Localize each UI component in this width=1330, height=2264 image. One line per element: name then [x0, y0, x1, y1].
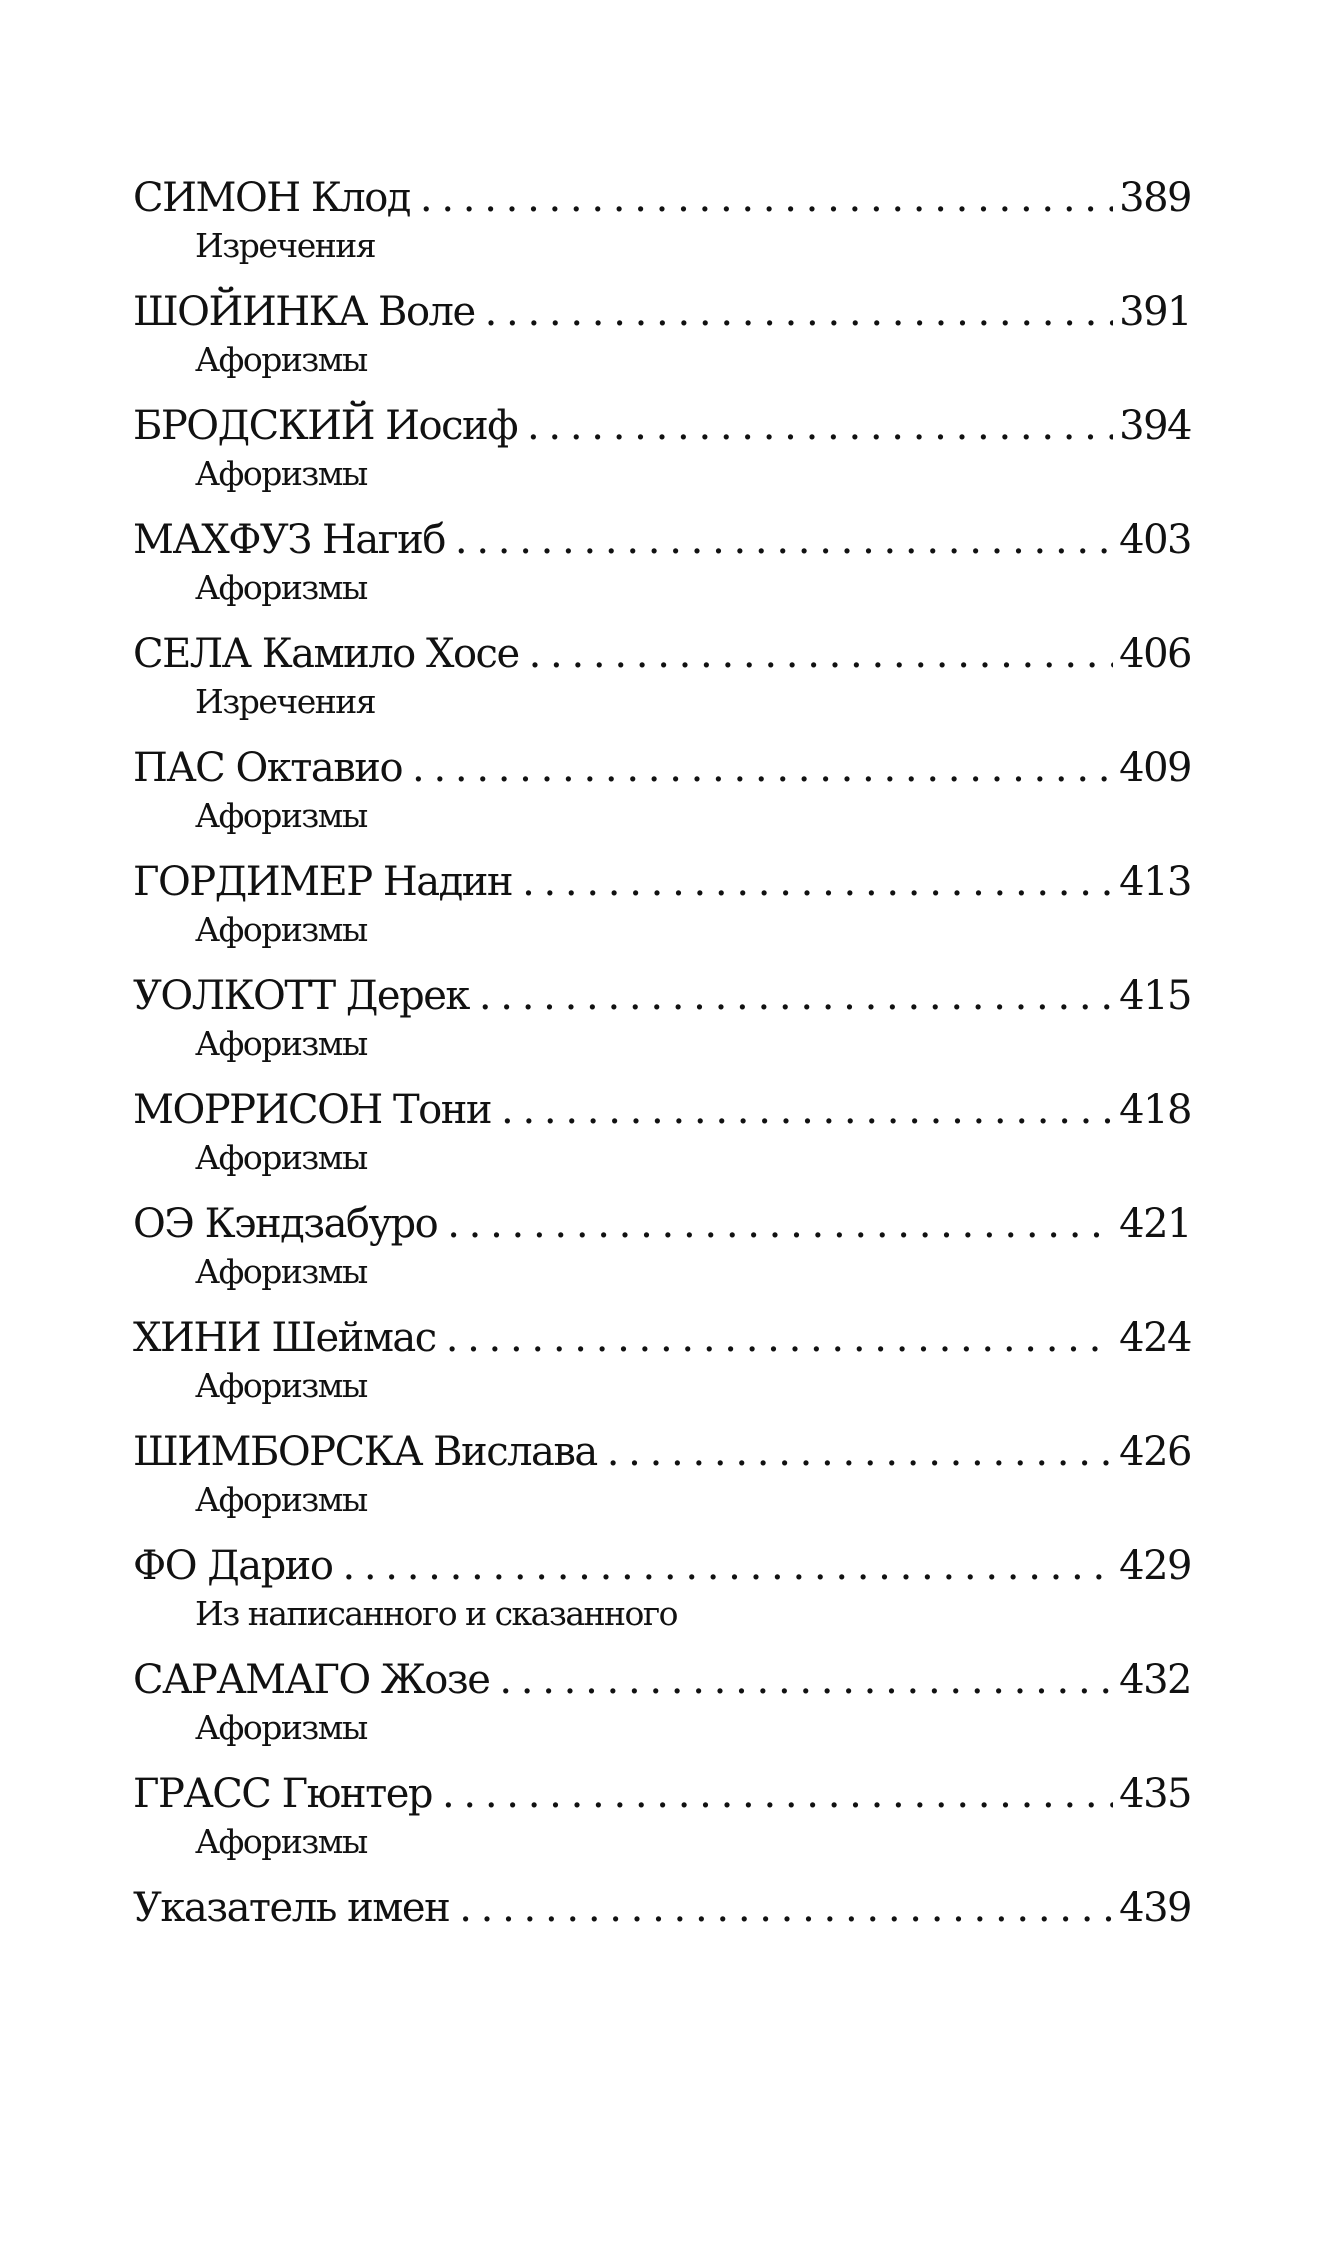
toc-entry [133, 1768, 1191, 1882]
dot-leader [499, 1654, 1113, 1706]
dot-leader [529, 628, 1114, 680]
toc-entry-author: ШИМБОРСКА Вислава [133, 1429, 597, 1475]
toc-entry-page: 432 [1119, 1657, 1191, 1703]
toc-entry-line [133, 628, 1191, 680]
toc-entry-author: ОЭ Кэндзабуро [133, 1201, 438, 1247]
toc-entry-page: 409 [1119, 745, 1191, 791]
toc-entry-subtitle: Афоризмы [195, 1480, 367, 1519]
toc-entry [133, 1312, 1191, 1426]
toc-entry [133, 1654, 1191, 1768]
toc-entry-subtitle: Афоризмы [195, 910, 367, 949]
toc-entry-author: ПАС Октавио [133, 745, 403, 791]
toc-entry-line [133, 1768, 1191, 1820]
toc-entry-subtitle: Афоризмы [195, 454, 367, 493]
toc-entry [133, 286, 1191, 400]
toc-entry-subtitle: Афоризмы [195, 1024, 367, 1063]
toc-entry-page: 403 [1119, 517, 1191, 563]
table-of-contents [133, 172, 1191, 1996]
toc-entry-line [133, 1882, 1191, 1934]
dot-leader [455, 514, 1113, 566]
toc-entry-subtitle: Афоризмы [195, 1708, 367, 1747]
toc-entry-page: 435 [1119, 1771, 1191, 1817]
toc-entry [133, 1084, 1191, 1198]
toc-entry [133, 628, 1191, 742]
toc-entry-page: 394 [1119, 403, 1191, 449]
toc-entry-author: САРАМАГО Жозе [133, 1657, 490, 1703]
toc-entry-page: 439 [1119, 1885, 1191, 1931]
toc-entry-line [133, 1198, 1191, 1250]
toc-entry-line [133, 1426, 1191, 1478]
toc-entry-subtitle: Афоризмы [195, 568, 367, 607]
dot-leader [485, 286, 1114, 338]
toc-entry-subtitle: Афоризмы [195, 1366, 367, 1405]
toc-entry-page: 413 [1119, 859, 1191, 905]
dot-leader [501, 1084, 1113, 1136]
dot-leader [447, 1198, 1113, 1250]
toc-entry [133, 742, 1191, 856]
toc-entry [133, 856, 1191, 970]
toc-entry-page: 429 [1119, 1543, 1191, 1589]
toc-entry [133, 1198, 1191, 1312]
toc-entry-line [133, 1084, 1191, 1136]
toc-entry-line [133, 970, 1191, 1022]
toc-entry-line [133, 172, 1191, 224]
toc-entry [133, 400, 1191, 514]
toc-entry-subtitle: Афоризмы [195, 1822, 367, 1861]
toc-entry-line [133, 856, 1191, 908]
toc-entry-author: Указатель имен [133, 1885, 450, 1931]
toc-entry-author: ФО Дарио [133, 1543, 333, 1589]
toc-entry-page: 418 [1119, 1087, 1191, 1133]
toc-entry-subtitle: Афоризмы [195, 796, 367, 835]
toc-entry [133, 1426, 1191, 1540]
toc-entry-author: СЕЛА Камило Хосе [133, 631, 519, 677]
dot-leader [479, 970, 1113, 1022]
dot-leader [442, 1768, 1113, 1820]
toc-entry [133, 172, 1191, 286]
toc-entry-line [133, 400, 1191, 452]
toc-entry-page: 391 [1119, 289, 1191, 335]
dot-leader [527, 400, 1113, 452]
toc-entry-line [133, 514, 1191, 566]
toc-entry-author: ГРАСС Гюнтер [133, 1771, 432, 1817]
toc-entry [133, 1540, 1191, 1654]
toc-entry-page: 424 [1119, 1315, 1191, 1361]
dot-leader [446, 1312, 1113, 1364]
toc-entry-page: 421 [1119, 1201, 1191, 1247]
toc-entry-subtitle: Афоризмы [195, 1138, 367, 1177]
toc-entry-line [133, 1654, 1191, 1706]
toc-entry-page: 406 [1119, 631, 1191, 677]
toc-entry-author: МОРРИСОН Тони [133, 1087, 492, 1133]
dot-leader [342, 1540, 1113, 1592]
toc-entry-author: ГОРДИМЕР Надин [133, 859, 513, 905]
toc-entry-subtitle: Изречения [195, 682, 376, 721]
toc-entry-author: УОЛКОТТ Дерек [133, 973, 469, 1019]
dot-leader [607, 1426, 1113, 1478]
dot-leader [420, 172, 1113, 224]
toc-entry-author: СИМОН Клод [133, 175, 410, 221]
dot-leader [412, 742, 1113, 794]
toc-entry-author: ШОЙИНКА Воле [133, 289, 475, 335]
toc-entry-line [133, 1312, 1191, 1364]
toc-entry-subtitle: Из написанного и сказанного [195, 1594, 678, 1633]
toc-entry-index [133, 1882, 1191, 1996]
toc-entry-page: 389 [1119, 175, 1191, 221]
toc-entry-page: 426 [1119, 1429, 1191, 1475]
toc-entry-author: ХИНИ Шеймас [133, 1315, 436, 1361]
toc-entry [133, 514, 1191, 628]
toc-entry-page: 415 [1119, 973, 1191, 1019]
toc-entry-author: МАХФУЗ Нагиб [133, 517, 445, 563]
toc-entry-author: БРОДСКИЙ Иосиф [133, 403, 517, 449]
toc-entry-line [133, 1540, 1191, 1592]
toc-entry-line [133, 742, 1191, 794]
toc-entry-subtitle: Афоризмы [195, 340, 367, 379]
toc-entry-line [133, 286, 1191, 338]
dot-leader [459, 1882, 1113, 1934]
toc-entry-subtitle: Изречения [195, 226, 376, 265]
dot-leader [522, 856, 1113, 908]
toc-entry-subtitle: Афоризмы [195, 1252, 367, 1291]
toc-entry [133, 970, 1191, 1084]
